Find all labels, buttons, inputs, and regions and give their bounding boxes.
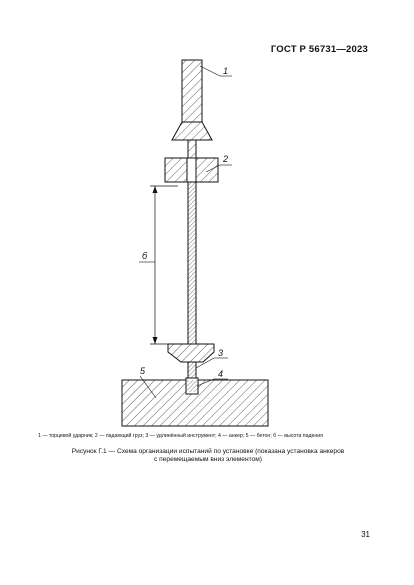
- drop-height-dimension: [139, 186, 178, 344]
- label-4: 4: [218, 369, 224, 379]
- label-3: 3: [218, 348, 224, 358]
- label-2: 2: [223, 154, 229, 164]
- figure-legend: 1 — торцевой ударник; 2 — падающий груз; 3 — удлинённый инструмент; 4 — анкер; 5 — бетон; б — высота падения: [38, 433, 323, 439]
- label-5: 5: [140, 366, 146, 376]
- label-b: б: [142, 251, 148, 261]
- document-header: ГОСТ Р 56731—2023: [270, 44, 368, 55]
- label-1: 1: [223, 66, 229, 76]
- caption-line-1: Рисунок Г.1 — Схема организации испытаний по установке (показана установка анкеров: [71, 448, 345, 455]
- striker-rod: [172, 60, 212, 158]
- caption-line-2: с перемещаемым вниз элементом): [154, 456, 262, 463]
- figure-caption: [58, 448, 358, 464]
- anchor: [186, 378, 198, 394]
- extended-tool: [168, 344, 214, 378]
- page-number: 31: [361, 530, 370, 539]
- guide-rod: [188, 182, 196, 344]
